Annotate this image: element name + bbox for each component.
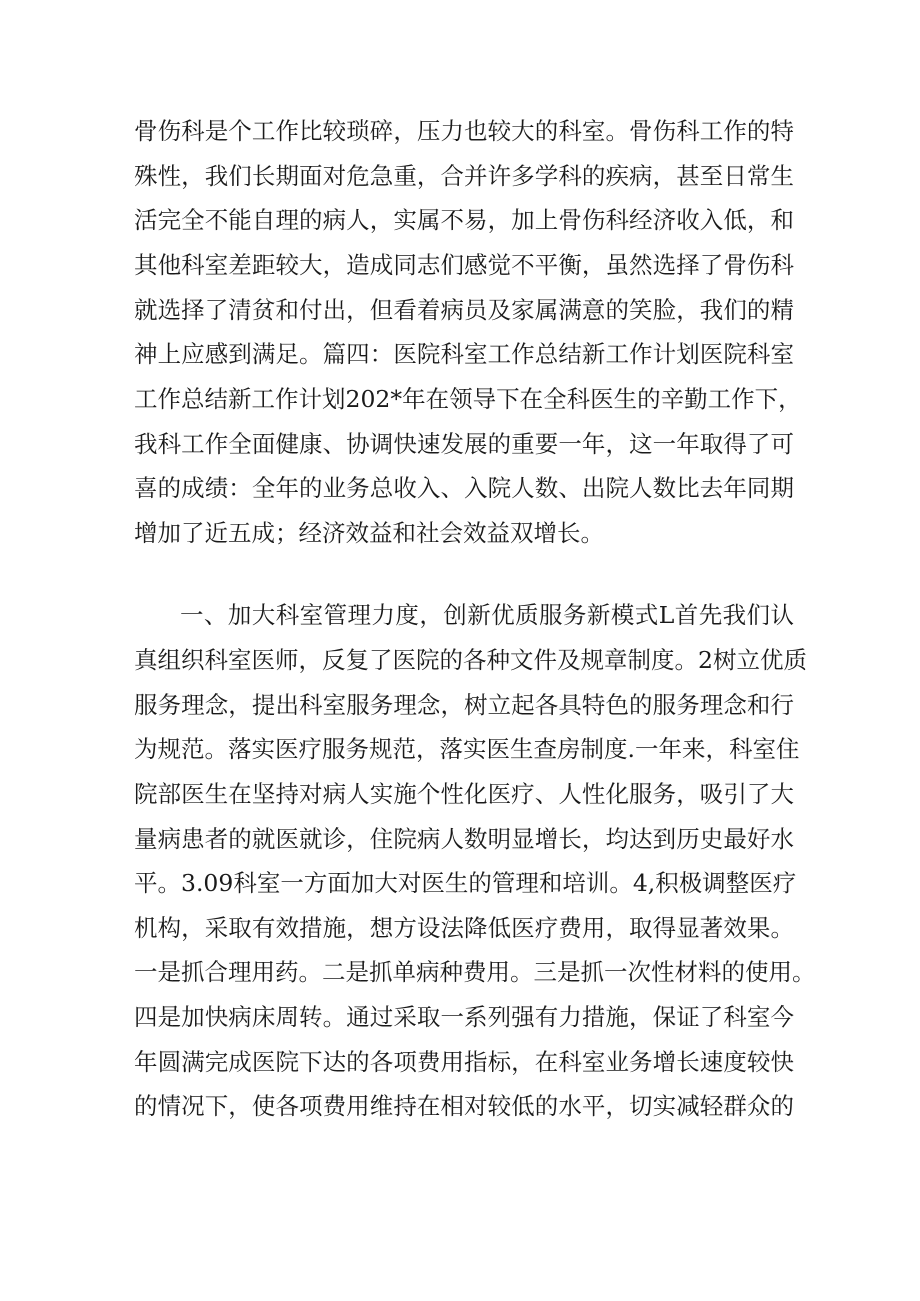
- paragraph-2-line-9: 一是抓合理用药。二是抓单病种费用。三是抓一次性材料的使用。: [134, 958, 816, 986]
- paragraph-2-line-10: 四是加快病床周转。通过采取一系列强有力措施，保证了科室今: [134, 1003, 794, 1031]
- paragraph-1-line-3: 活完全不能自理的病人，实属不易，加上骨伤科经济收入低，和: [134, 206, 794, 234]
- paragraph-1-line-7: 工作总结新工作计划202*年在领导下在全科医生的辛勤工作下，: [134, 385, 802, 413]
- paragraph-2-line-4: 为规范。落实医疗服务规范，落实医生查房制度.一年来，科室住: [134, 735, 800, 763]
- paragraph-2-line-12: 的情况下，使各项费用维持在相对较低的水平，切实减轻群众的: [134, 1092, 794, 1120]
- paragraph-1-line-10: 增加了近五成；经济效益和社会效益双增长。: [134, 519, 604, 547]
- paragraph-1-line-8: 我科工作全面健康、协调快速发展的重要一年，这一年取得了可: [134, 430, 794, 458]
- paragraph-2-line-8: 机构，采取有效措施，想方设法降低医疗费用，取得显著效果。: [134, 914, 794, 942]
- paragraph-1-line-6: 神上应感到满足。篇四：医院科室工作总结新工作计划医院科室: [134, 340, 794, 368]
- paragraph-2-line-3: 服务理念，提出科室服务理念，树立起各具特色的服务理念和行: [134, 691, 794, 719]
- paragraph-2-line-11: 年圆满完成医院下达的各项费用指标，在科室业务增长速度较快: [134, 1048, 794, 1076]
- paragraph-1-line-2: 殊性，我们长期面对危急重，合并许多学科的疾病，甚至日常生: [134, 162, 794, 190]
- paragraph-2-line-2: 真组织科室医师，反复了医院的各种文件及规章制度。2树立优质: [134, 646, 807, 674]
- paragraph-1-line-9: 喜的成绩：全年的业务总收入、入院人数、出院人数比去年同期: [134, 474, 794, 502]
- paragraph-1-line-4: 其他科室差距较大，造成同志们感觉不平衡，虽然选择了骨伤科: [134, 251, 794, 279]
- paragraph-2-line-1: 一、加大科室管理力度，创新优质服务新模式L首先我们认: [180, 601, 794, 629]
- paragraph-1-line-5: 就选择了清贫和付出，但看着病员及家属满意的笑脸，我们的精: [134, 296, 794, 324]
- paragraph-2-line-7: 平。3.09科室一方面加大对医生的管理和培训。4,积极调整医疗: [134, 869, 797, 897]
- paragraph-2-line-5: 院部医生在坚持对病人实施个性化医疗、人性化服务，吸引了大: [134, 780, 794, 808]
- paragraph-2-line-6: 量病患者的就医就诊，住院病人数明显增长，均达到历史最好水: [134, 825, 794, 853]
- paragraph-1-line-1: 骨伤科是个工作比较琐碎，压力也较大的科室。骨伤科工作的特: [134, 117, 794, 145]
